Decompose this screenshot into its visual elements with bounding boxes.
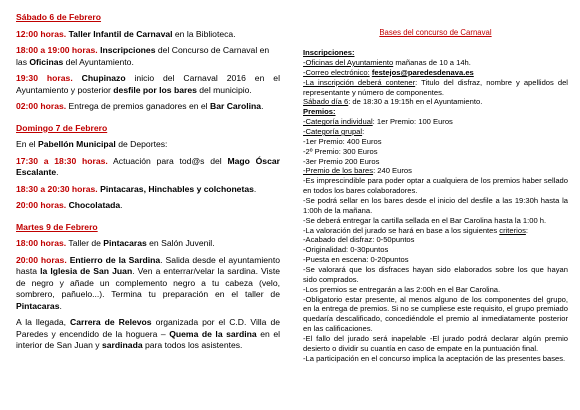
rule-line: -Categoría grupal:: [303, 127, 365, 136]
day-heading-sunday: Domingo 7 de Febrero: [16, 122, 108, 133]
rule-line: -Premio de los bares: 240 Euros: [303, 166, 412, 176]
event-sat-3: 19:30 horas. Chupinazo inicio del Carnaval 2016 en el Ayuntamiento y posterior desfile por los bares del municipio.: [16, 73, 280, 95]
rule-line: -Categoría individual: 1er Premio: 100 Euros: [303, 117, 453, 127]
rule-line: -Originalidad: 0-30puntos: [303, 245, 389, 255]
event-sat-1: 12:00 horas. Taller Infantil de Carnaval en la Biblioteca.: [16, 28, 236, 39]
rule-line: -La participación en el concurso implica la aceptación de las presentes bases.: [303, 353, 566, 363]
rule-line: -La inscripción deberá contener: Titulo del disfraz, nombre y apellidos del representante y número de componentes.: [303, 77, 568, 97]
event-tue-1: 18:00 horas. Taller de Pintacaras en Salón Juvenil.: [16, 238, 215, 249]
rule-line: -Obligatorio estar presente, al menos alguno de los componentes del grupo, en la entrega de premios. Si no se cumpliese este requisito, el grupo premiado quedaría descalificado, concediéndole el premio al inmediatamente posterior en las calificaciones.: [303, 294, 568, 334]
event-sun-2: 17:30 a 18:30 horas. Actuación para tod@s del Mago Óscar Escalante.: [16, 155, 280, 178]
rule-line: -2º Premio: 300 Euros: [303, 146, 378, 156]
rule-line: Premios:: [303, 107, 336, 117]
rule-line: -Oficinas del Ayuntamiento mañanas de 10 a 14h.: [303, 57, 471, 67]
event-tue-3: A la llegada, Carrera de Relevos organizada por el C.D. Villa de Paredes y encendido de la hoguera – Quema de la sardina en el interior de San Juan y sardinada para todos los asistentes.: [16, 317, 281, 351]
rule-line: -El fallo del jurado será inapelable -El jurado podrá declarar algún premio desierto o dividir su cuantía en caso de empate en la puntuación final.: [303, 334, 568, 353]
event-sun-3: 18:30 a 20:30 horas. Pintacaras, Hinchables y colchonetas.: [16, 183, 257, 194]
rules-title: Bases del concurso de Carnaval: [379, 28, 492, 37]
rule-line: -Es imprescindible para poder optar a cualquiera de los premios haber sellado en todos los bares colaboradores.: [303, 176, 568, 196]
schedule-column: [16, 12, 280, 357]
event-sun-4: 20:00 horas. Chocolatada.: [16, 200, 123, 211]
contest-rules-column: [303, 28, 568, 364]
rule-line: -Puesta en escena: 0-20puntos: [303, 255, 409, 265]
rule-line: -3er Premio 200 Euros: [303, 156, 380, 166]
rule-line: -La valoración del jurado se hará en base a los siguientes criterios:: [303, 225, 529, 235]
event-tue-2: 20:00 horas. Entierro de la Sardina. Salida desde el ayuntamiento hasta la Iglesia de San Juan. Ven a enterrar/velar la sardina. Viste de negro y añade un complemento negro a tu cabeza (velo, sombrero, pañuelo...). Termina tu preparación en el taller de Pintacaras.: [16, 254, 280, 311]
rule-line: -1er Premio: 400 Euros: [303, 136, 382, 146]
rule-line: -Correo electrónico: festejos@paredesdenava.es: [303, 67, 474, 77]
event-sat-2: 18:00 a 19:00 horas. Inscripciones del Concurso de Carnaval en las Oficinas del Ayuntamiento.: [16, 45, 270, 67]
rule-line: -Se deberá entregar la cartilla sellada en el Bar Carolina hasta la 1:00 h.: [303, 215, 547, 225]
day-heading-saturday: Sábado 6 de Febrero: [16, 12, 102, 22]
rule-line: Inscripciones:: [303, 48, 355, 58]
day-heading-tuesday: Martes 9 de Febrero: [16, 221, 98, 232]
event-sun-1: En el Pabellón Municipal de Deportes:: [16, 139, 168, 150]
rule-line: -Se podrá sellar en los bares desde el inicio del desfile a las 19:30h hasta la 1:00h de la mañana.: [303, 196, 568, 215]
rule-line: -Los premios se entregarán a las 2:00h en el Bar Carolina.: [303, 284, 501, 294]
rule-line: Sábado día 6: de 18:30 a 19:15h en el Ayuntamiento.: [303, 97, 483, 107]
rules-list: [303, 48, 568, 364]
rule-line: -Se valorará que los disfraces hayan sido elaborados sobre los que hayan sido comprados.: [303, 265, 568, 284]
event-sat-4: 02:00 horas. Entrega de premios ganadores en el Bar Carolina.: [16, 101, 264, 112]
rule-line: -Acabado del disfraz: 0-50puntos: [303, 235, 415, 245]
